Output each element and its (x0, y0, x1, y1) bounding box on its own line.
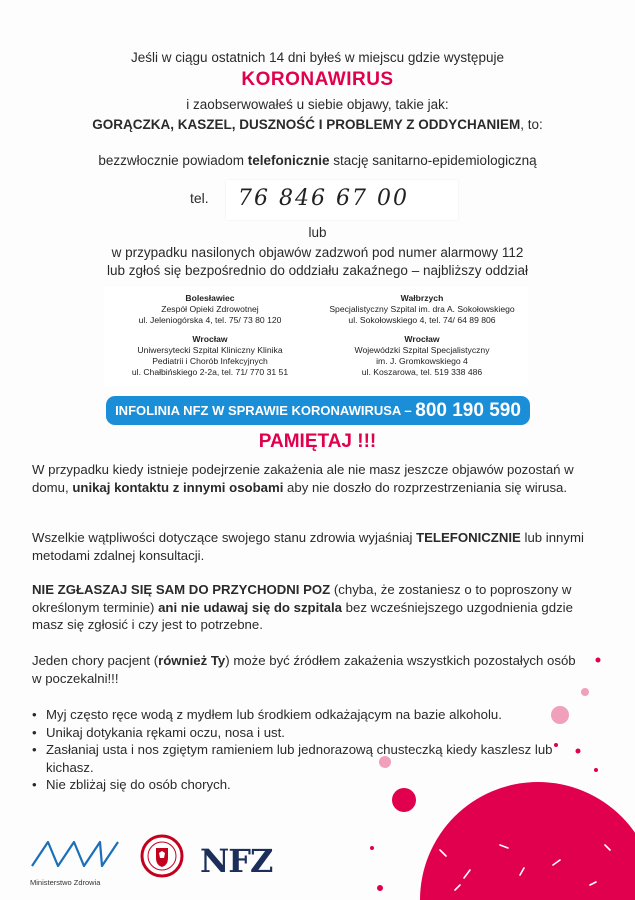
infoline-text: INFOLINIA NFZ W SPRAWIE KORONAWIRUSA – (115, 403, 416, 418)
ministry-of-health-logo (30, 836, 122, 884)
phone-row (190, 180, 490, 220)
tel-label: tel. (190, 190, 209, 206)
para-text: (chyba, że zostaniesz o to poproszony w określonym terminie) (32, 582, 572, 615)
list-item: • Myj często ręce wodą z mydłem lub środkiem odkażającym na bazie alkoholu. (32, 706, 592, 724)
hospital-line: ul. Chałbińskiego 2-2a, tel. 71/ 770 31 51 (131, 367, 289, 377)
paragraph-waiting-room (32, 652, 587, 687)
para-bold: ani nie udawaj się do szpitala (158, 599, 343, 615)
red-dot (596, 658, 601, 663)
red-dot (377, 885, 383, 891)
remember-heading: PAMIĘTAJ !!! (258, 431, 377, 452)
or-word: lub (308, 225, 327, 240)
para-text: W przypadku kiedy istnieje podejrzenie zakażenia ale nie masz jeszcze objawów pozostań w domu, (32, 462, 574, 495)
para-bold: TELEFONICZNIE (416, 530, 521, 545)
footer-logos (30, 830, 290, 890)
para-text: Wszelkie wątpliwości dotyczące swojego stanu zdrowia wyjaśniaj (32, 530, 417, 545)
advice-list (32, 706, 592, 794)
emergency-line-2: lub zgłoś się bezpośrednio do oddziału zakaźnego – najbliższy oddział (106, 263, 529, 278)
para-bold: NIE ZGŁASZAJ SIĘ SAM DO PRZYCHODNI POZ (32, 582, 331, 597)
list-item: • Unikaj dotykania rękami oczu, nosa i ust. (32, 724, 592, 742)
hospital-line: Specjalistyczny Szpital im. dra A. Sokołowskiego (329, 304, 515, 314)
symptoms-list: GORĄCZKA, KASZEL, DUSZNOŚĆ I PROBLEMY Z ODDYCHANIEM (92, 117, 521, 132)
notify-suffix: stację sanitarno-epidemiologiczną (329, 153, 537, 168)
hospital-line: Uniwersytecki Szpital Kliniczny Klinika (137, 345, 283, 355)
notify-line (0, 153, 635, 168)
hospital-line: ul. Jeleniogórska 4, tel. 75/ 73 80 120 (138, 315, 282, 325)
sanitary-inspection-emblem (140, 834, 184, 878)
list-item: • Zasłaniaj usta i nos zgiętym ramieniem lub jednorazową chusteczką kiedy kaszlesz lub kichasz. (32, 741, 592, 776)
intro-line-2: i zaobserwowałeś u siebie objawy, takie jak: (186, 97, 449, 112)
nfz-infoline-banner (106, 396, 530, 425)
hospital-line: ul. Sokołowskiego 4, tel. 74/ 64 89 806 (348, 315, 496, 325)
para-text: aby nie doszło do rozprzestrzeniania się wirusa. (283, 479, 568, 495)
hospital-city: Bolesławiec (185, 293, 235, 303)
paragraph-no-clinic (32, 581, 602, 634)
pink-dot (581, 688, 589, 696)
hospital-city: Wrocław (404, 334, 440, 344)
hospital-list (104, 287, 528, 387)
nfz-logo: NFZ (200, 842, 273, 880)
red-blob (420, 782, 635, 900)
red-dot (370, 846, 374, 850)
red-dot (594, 768, 598, 772)
paragraph-stay-home (32, 461, 602, 496)
hospital-line: ul. Koszarowa, tel. 519 338 486 (361, 367, 483, 377)
para-bold: również Ty (158, 653, 226, 668)
hospital-line: Pediatrii i Chorób Infekcyjnych (152, 356, 268, 366)
hospital-city: Wrocław (192, 334, 228, 344)
hospital-entry (104, 293, 316, 326)
notify-prefix: bezzwłocznie powiadom (98, 153, 248, 168)
paragraph-phone-consult (32, 529, 602, 564)
para-text: ) może być źródłem zakażenia wszystkich pozostałych osób w poczekalni!!! (32, 653, 576, 686)
list-item: • Nie zbliżaj się do osób chorych. (32, 776, 592, 794)
hospital-line: im. J. Gromkowskiego 4 (376, 356, 468, 366)
emergency-line-1: w przypadku nasilonych objawów zadzwoń pod numer alarmowy 112 (111, 245, 524, 260)
para-text: Jeden chory pacjent ( (32, 653, 159, 668)
headline-koronawirus: KORONAWIRUS (241, 69, 394, 90)
hospital-entry (104, 334, 316, 378)
hospital-line: Zespół Opieki Zdrowotnej (161, 304, 259, 314)
tel-number-box (226, 180, 458, 220)
hospital-entry (316, 334, 528, 378)
para-bold: unikaj kontaktu z innymi osobami (72, 479, 284, 495)
ministry-name: Ministerstwo Zdrowia (30, 878, 101, 887)
para-text: bez wcześniejszego uzgodnienia gdzie masz się zgłosić i czy jest to potrzebne. (32, 599, 573, 632)
infoline-number[interactable]: 800 190 590 (415, 400, 521, 421)
hospital-city: Wałbrzych (400, 293, 444, 303)
tel-number[interactable]: 76 846 67 00 (238, 186, 409, 211)
hospital-entry (316, 293, 528, 326)
symptoms-line (0, 117, 635, 132)
notify-bold: telefonicznie (247, 153, 330, 168)
intro-line-1: Jeśli w ciągu ostatnich 14 dni byłeś w miejscu gdzie występuje (131, 50, 504, 65)
symptoms-suffix: , to: (520, 117, 543, 132)
para-text: lub innymi metodami zdalnej konsultacji. (32, 530, 584, 563)
hospital-line: Wojewódzki Szpital Specjalistyczny (354, 345, 490, 355)
